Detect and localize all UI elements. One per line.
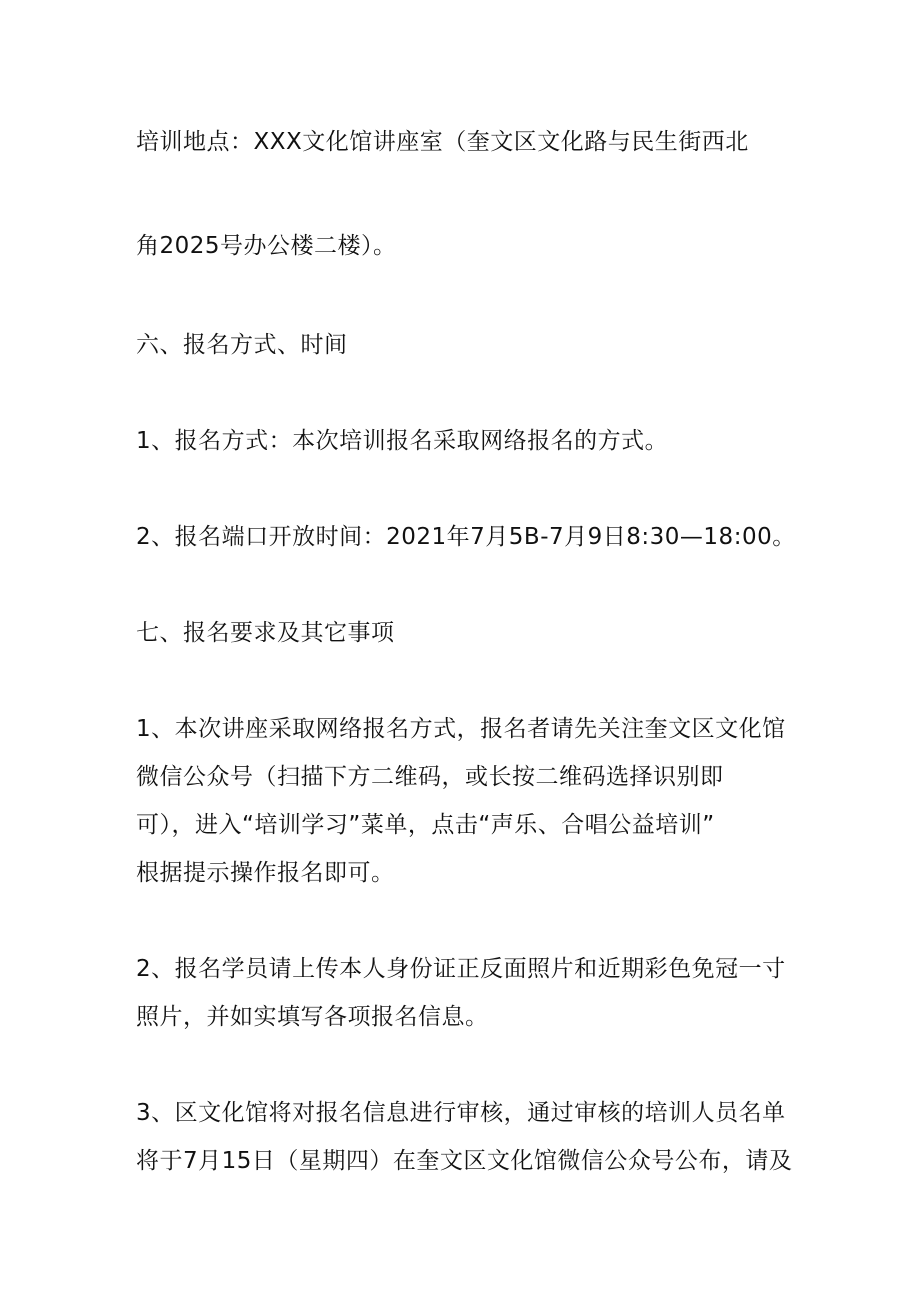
section-7-heading: 七、报名要求及其它事项 bbox=[136, 620, 395, 646]
section-6-item-2: 2、报名端口开放时间：2021年7月5B-7月9日8:30—18:00。 bbox=[136, 524, 796, 550]
section-7-item-1-line-4: 根据提示操作报名即可。 bbox=[136, 860, 395, 886]
section-7-item-3-line-2: 将于7月15日（星期四）在奎文区文化馆微信公众号公布，请及 bbox=[136, 1148, 793, 1174]
section-7-item-2-line-1: 2、报名学员请上传本人身份证正反面照片和近期彩色免冠一寸 bbox=[136, 956, 786, 982]
section-7-item-3-line-1: 3、区文化馆将对报名信息进行审核，通过审核的培训人员名单 bbox=[136, 1100, 786, 1126]
training-location-line-1: 培训地点：XXX文化馆讲座室（奎文区文化路与民生街西北 bbox=[136, 129, 749, 155]
training-location-line-2: 角2025号办公楼二楼）。 bbox=[136, 233, 397, 259]
section-7-item-1-line-3: 可），进入“培训学习”菜单，点击“声乐、合唱公益培训” bbox=[136, 812, 715, 838]
section-6-heading: 六、报名方式、时间 bbox=[136, 332, 348, 358]
section-7-item-1-line-1: 1、本次讲座采取网络报名方式，报名者请先关注奎文区文化馆 bbox=[136, 716, 786, 742]
section-7-item-1-line-2: 微信公众号（扫描下方二维码，或长按二维码选择识别即 bbox=[136, 764, 724, 790]
section-7-item-2-line-2: 照片，并如实填写各项报名信息。 bbox=[136, 1004, 489, 1030]
section-6-item-1: 1、报名方式：本次培训报名采取网络报名的方式。 bbox=[136, 428, 669, 454]
